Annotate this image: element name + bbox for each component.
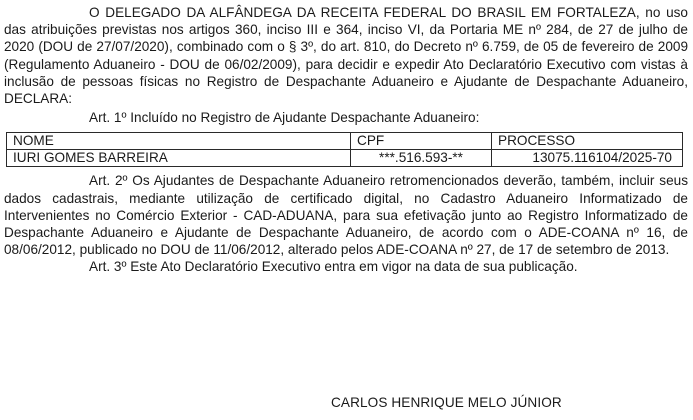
document-page [4, 4, 688, 276]
header-processo: PROCESSO [492, 133, 683, 150]
cell-nome: IURI GOMES BARREIRA [7, 150, 351, 167]
article-1: Art. 1º Incluído no Registro de Ajudante Despachante Aduaneiro: [89, 110, 480, 126]
article-2: Art. 2º Os Ajudantes de Despachante Aduaneiro retromencionados deverão, também, incluir seus dados cadastrais, mediante utilização de certificado digital, no Cadastro Aduaneiro Informatizado de Intervenientes no Comércio Exterior - CAD-ADUANA, para sua efetivação junto ao Registro Informatizado de Despachante Aduaneiro e Ajudante de Despachante Aduaneiro, de acordo com o ADE-COANA nº 16, de 08/06/2012, publicado no DOU de 11/06/2012, alterado pelos ADE-COANA nº 27, de 17 de setembro de 2013. [4, 173, 688, 258]
header-cpf: CPF [351, 133, 492, 150]
registry-table [6, 132, 683, 167]
article-3: Art. 3º Este Ato Declaratório Executivo entra em vigor na data de sua publicação. [89, 259, 578, 275]
preamble-paragraph: O DELEGADO DA ALFÂNDEGA DA RECEITA FEDERAL DO BRASIL EM FORTALEZA, no uso das atribuições previstas nos artigos 360, inciso III e 364, inciso VI, da Portaria ME nº 284, de 27 de julho de 2020 (DOU de 27/07/2020), combinado com o § 3º, do art. 810, do Decreto nº 6.759, de 05 de fevereiro de 2009 (Regulamento Aduaneiro - DOU de 06/02/2009), para decidir e expedir Ato Declaratório Executivo com vistas à inclusão de pessoas físicas no Registro de Despachante Aduaneiro e Ajudante de Despachante Aduaneiro, DECLARA: [4, 5, 688, 107]
table-header-row [7, 133, 683, 150]
table-row [7, 150, 683, 167]
header-nome: NOME [7, 133, 351, 150]
cell-cpf: ***.516.593-** [351, 150, 492, 167]
signature-name: CARLOS HENRIQUE MELO JÚNIOR [331, 395, 562, 410]
cell-processo: 13075.116104/2025-70 [492, 150, 683, 167]
